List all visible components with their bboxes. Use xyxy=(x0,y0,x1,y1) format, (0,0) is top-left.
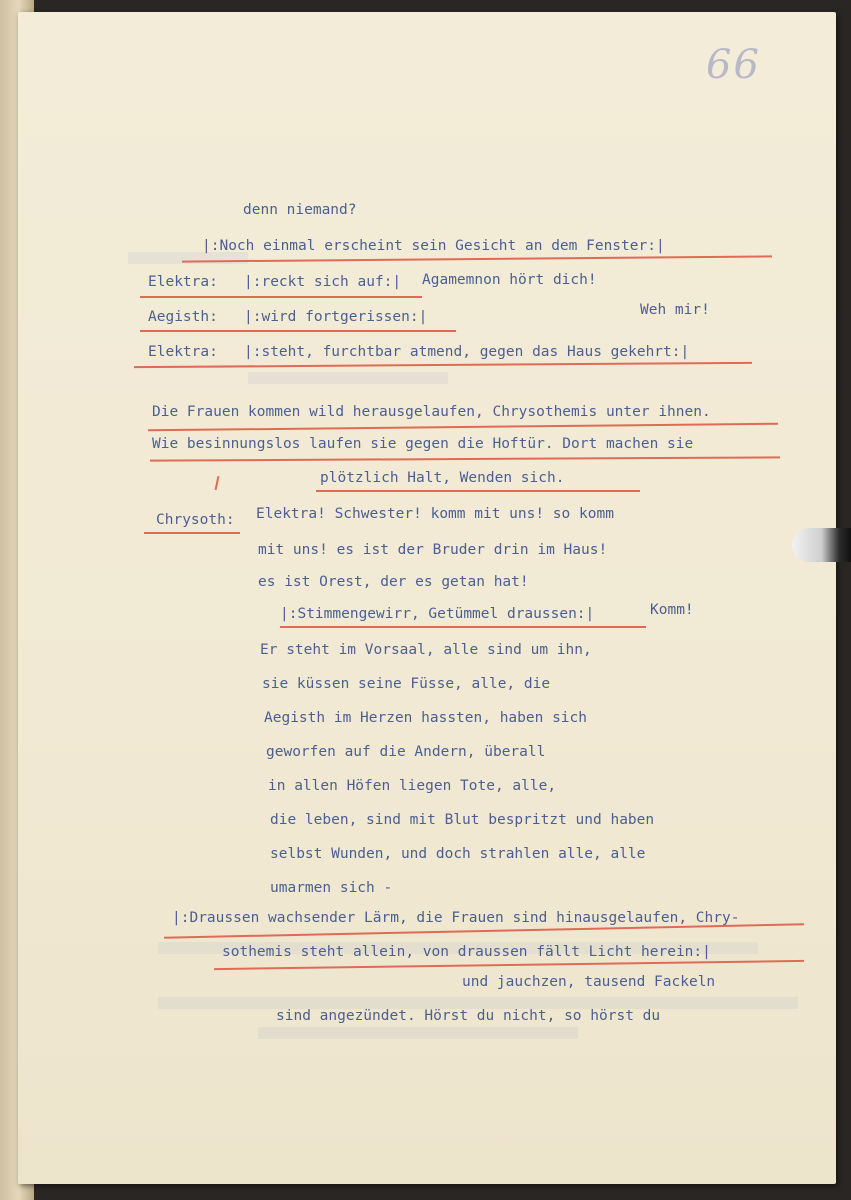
stage-direction: |:steht, furchtbar atmend, gegen das Haus gekehrt:| xyxy=(244,344,690,360)
pencil-underline xyxy=(148,423,778,431)
text-line: es ist Orest, der es getan hat! xyxy=(258,574,529,590)
text-line: und jauchzen, tausend Fackeln xyxy=(462,974,716,990)
text-line: Agamemnon hört dich! xyxy=(422,272,597,288)
text-line: umarmen sich - xyxy=(270,880,393,896)
pencil-underline xyxy=(316,490,640,492)
text-line: geworfen auf die Andern, überall xyxy=(266,744,546,760)
page-number: 66 xyxy=(706,42,761,88)
stage-direction: Wie besinnungslos laufen sie gegen die Hoftür. Dort machen sie xyxy=(152,436,694,452)
text-line: die leben, sind mit Blut bespritzt und haben xyxy=(270,812,655,828)
speaker-label: Elektra: xyxy=(148,344,218,360)
text-line: selbst Wunden, und doch strahlen alle, alle xyxy=(270,846,646,862)
text-line: Er steht im Vorsaal, alle sind um ihn, xyxy=(260,642,592,658)
text-line: Elektra! Schwester! komm mit uns! so komm xyxy=(256,506,614,522)
stage-direction: |:Draussen wachsender Lärm, die Frauen sind hinausgelaufen, Chry- xyxy=(172,910,740,926)
text-line: Aegisth im Herzen hassten, haben sich xyxy=(264,710,588,726)
stage-direction: |:wird fortgerissen:| xyxy=(244,309,428,325)
stage-direction: plötzlich Halt, Wenden sich. xyxy=(320,470,565,486)
pencil-tick-mark xyxy=(215,476,219,490)
pencil-underline xyxy=(280,626,646,628)
binder-tab xyxy=(792,528,851,562)
stage-direction: |:Noch einmal erscheint sein Gesicht an dem Fenster:| xyxy=(202,238,665,254)
typescript-page xyxy=(18,12,836,1184)
pencil-underline xyxy=(150,456,780,461)
pencil-underline xyxy=(134,362,752,368)
stage-direction: |:Stimmengewirr, Getümmel draussen:| xyxy=(280,606,595,622)
pencil-underline xyxy=(214,960,804,970)
stage-direction: sothemis steht allein, von draussen fällt Licht herein:| xyxy=(222,944,711,960)
speaker-label: Elektra: xyxy=(148,274,218,290)
text-line: mit uns! es ist der Bruder drin im Haus! xyxy=(258,542,608,558)
pencil-underline xyxy=(144,532,240,534)
pencil-underline xyxy=(140,296,422,298)
speaker-label: Aegisth: xyxy=(148,309,218,325)
speaker-label: Chrysoth: xyxy=(156,512,235,528)
stage-direction: Die Frauen kommen wild herausgelaufen, Chrysothemis unter ihnen. xyxy=(152,404,711,420)
text-line: Weh mir! xyxy=(640,302,710,318)
text-line: sind angezündet. Hörst du nicht, so hörst du xyxy=(276,1008,661,1024)
text-line: in allen Höfen liegen Tote, alle, xyxy=(268,778,557,794)
pencil-underline xyxy=(182,255,772,262)
text-line: Komm! xyxy=(650,602,694,618)
text-line: denn niemand? xyxy=(243,202,357,218)
text-line: sie küssen seine Füsse, alle, die xyxy=(262,676,551,692)
pencil-underline xyxy=(140,330,456,332)
stage-direction: |:reckt sich auf:| xyxy=(244,274,402,290)
